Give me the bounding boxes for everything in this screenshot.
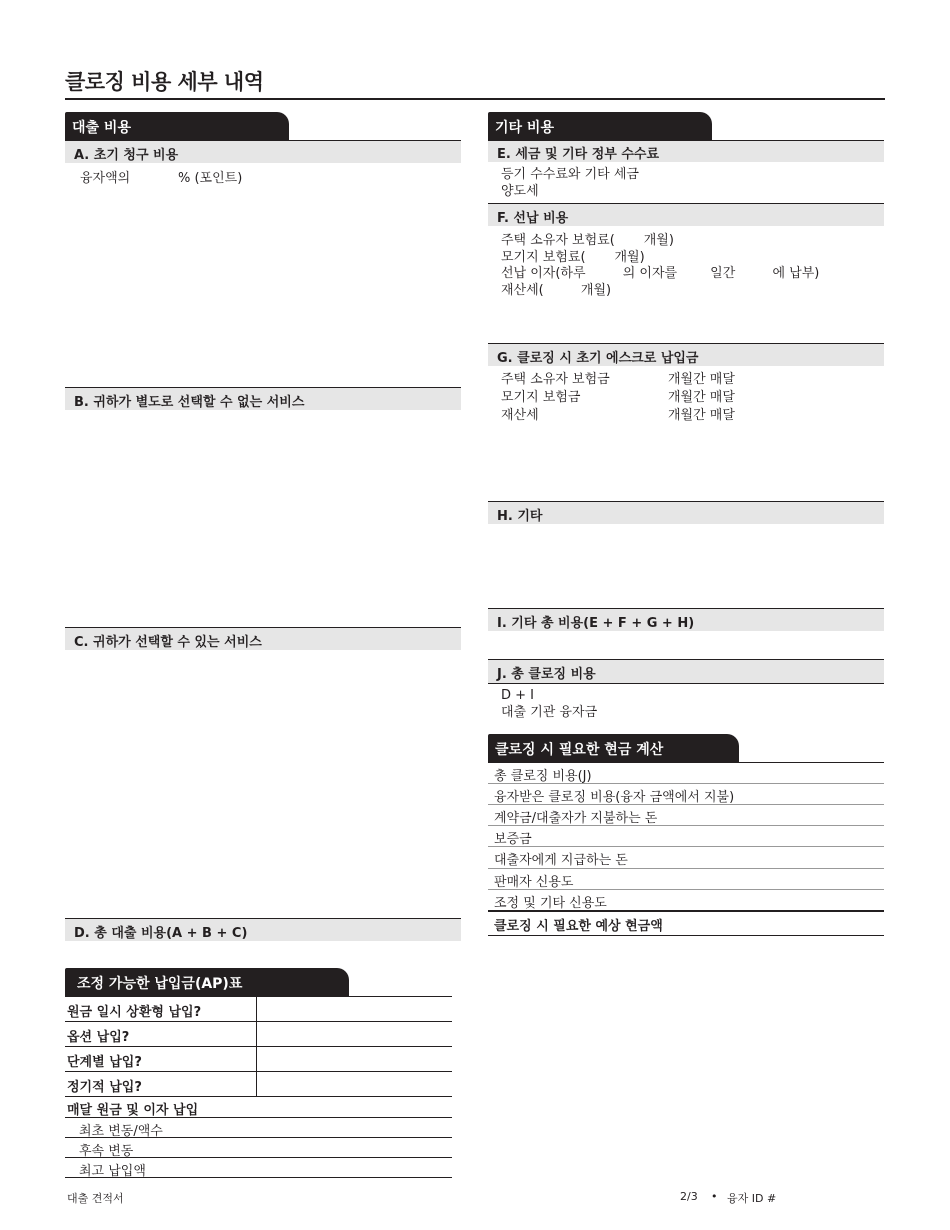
ap-row-seasonal bbox=[65, 1072, 452, 1097]
title-rule bbox=[65, 98, 885, 100]
escrow-homeowners: 주택 소유자 보험금 bbox=[501, 372, 610, 387]
ap-sub-subsequent: 후속 변동 bbox=[65, 1138, 452, 1158]
prepaid-mortgage-insurance: 모기지 보험료( 개월) bbox=[501, 250, 645, 265]
other-costs-tab: 기타 비용 bbox=[488, 112, 712, 140]
section-c-header: C. 귀하가 선택할 수 있는 서비스 bbox=[65, 627, 461, 650]
ap-row-label: 원금 일시 상환형 납입? bbox=[67, 1005, 202, 1020]
ap-sub-maximum: 최고 납입액 bbox=[65, 1158, 452, 1178]
prepaid-homeowners: 주택 소유자 보험료( 개월) bbox=[501, 233, 674, 248]
section-h-header: H. 기타 bbox=[488, 501, 884, 524]
ap-table bbox=[65, 996, 452, 1178]
ap-column-divider bbox=[256, 997, 257, 1097]
cash-to-close-tab: 클로징 시 필요한 현금 계산 bbox=[488, 734, 739, 762]
ap-row-label: 단계별 납입? bbox=[67, 1055, 142, 1070]
section-a-header: A. 초기 청구 비용 bbox=[65, 140, 461, 163]
ap-row-label: 옵션 납입? bbox=[67, 1030, 130, 1045]
footer-form-name: 대출 견적서 bbox=[67, 1192, 124, 1205]
ap-sub-first-change: 최초 변동/액수 bbox=[65, 1118, 452, 1138]
cash-row: 계약금/대출자가 지불하는 돈 bbox=[488, 805, 884, 826]
cash-to-close-total: 클로징 시 필요한 예상 현금액 bbox=[488, 912, 884, 936]
points-label: 융자액의 bbox=[80, 171, 131, 186]
escrow-per-month: 개월간 매달 bbox=[668, 390, 735, 405]
cash-to-close-table bbox=[488, 762, 884, 936]
ap-row-step bbox=[65, 1047, 452, 1072]
transfer-tax: 양도세 bbox=[501, 184, 539, 199]
loan-costs-tab: 대출 비용 bbox=[65, 112, 289, 140]
cash-row: 융자받은 클로징 비용(융자 금액에서 지불) bbox=[488, 784, 884, 805]
section-i-header: I. 기타 총 비용(E + F + G + H) bbox=[488, 608, 884, 631]
prepaid-property-tax: 재산세( 개월) bbox=[501, 283, 612, 298]
points-percent: % (포인트) bbox=[178, 171, 243, 186]
section-g-header: G. 클로징 시 초기 에스크로 납입금 bbox=[488, 343, 884, 366]
footer-separator: • bbox=[711, 1190, 718, 1203]
lender-credits: 대출 기관 융자금 bbox=[501, 705, 598, 720]
escrow-mortgage-insurance: 모기지 보험금 bbox=[501, 390, 581, 405]
ap-row-optional bbox=[65, 1022, 452, 1047]
ap-table-tab: 조정 가능한 납입금(AP)표 bbox=[65, 968, 349, 996]
section-e-header: E. 세금 및 기타 정부 수수료 bbox=[488, 140, 884, 162]
ap-monthly-header: 매달 원금 및 이자 납입 bbox=[65, 1097, 452, 1118]
recording-fees: 등기 수수료와 기타 세금 bbox=[501, 167, 639, 182]
section-f-header: F. 선납 비용 bbox=[488, 203, 884, 226]
section-d-header: D. 총 대출 비용(A + B + C) bbox=[65, 918, 461, 941]
section-b-header: B. 귀하가 별도로 선택할 수 없는 서비스 bbox=[65, 387, 461, 410]
ap-row-interest-only bbox=[65, 997, 452, 1022]
cash-row: 총 클로징 비용(J) bbox=[488, 763, 884, 784]
ap-row-label: 정기적 납입? bbox=[67, 1080, 142, 1095]
prepaid-interest: 선납 이자(하루 의 이자를 일간 에 납부) bbox=[501, 266, 820, 281]
section-j-header: J. 총 클로징 비용 bbox=[488, 659, 884, 684]
escrow-property-tax: 재산세 bbox=[501, 408, 539, 423]
page-title: 클로징 비용 세부 내역 bbox=[65, 70, 264, 94]
cash-row: 보증금 bbox=[488, 826, 884, 847]
escrow-per-month: 개월간 매달 bbox=[668, 372, 735, 387]
d-plus-i: D + I bbox=[501, 688, 535, 703]
cash-row: 판매자 신용도 bbox=[488, 869, 884, 890]
escrow-per-month: 개월간 매달 bbox=[668, 408, 735, 423]
cash-row: 조정 및 기타 신용도 bbox=[488, 890, 884, 912]
footer-loan-id: 융자 ID # bbox=[727, 1192, 777, 1205]
cash-row: 대출자에게 지급하는 돈 bbox=[488, 847, 884, 869]
footer-page: 2/3 bbox=[680, 1190, 698, 1203]
